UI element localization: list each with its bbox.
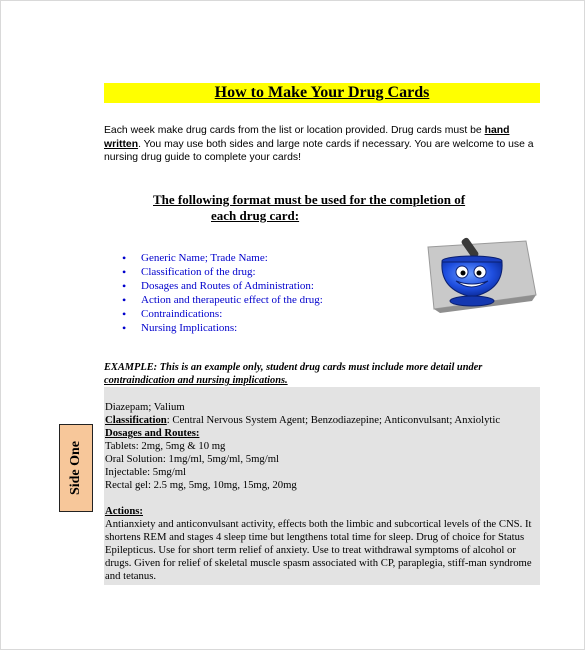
dosage-line: Oral Solution: 1mg/ml, 5mg/ml, 5mg/ml [105,453,279,465]
page-title-text: How to Make Your Drug Cards [214,84,430,101]
list-item: • Generic Name; Trade Name: [122,251,323,265]
actions-text: Antianxiety and anticonvulsant activity, effects both the limbic and subcortical levels of the CNS. It shortens REM and stages 4 sleep time but lengthens total time for sleep. Drug of choice for Status Epilepticus. Use for short term relief of anxiety. Use to treat withdrawal symptoms of alcohol or drugs. Given for relief of skeletal muscle spasm associated with CP, paraplegia, stiff-man syndrome and tetanus. [105,518,532,582]
example-note-line2: contraindication and nursing implications. [104,375,288,386]
actions-label: Actions: [105,505,143,517]
dosage-line: Injectable: 5mg/ml [105,466,187,478]
drug-name: Diazepam; Valium [105,401,185,413]
list-item: • Action and therapeutic effect of the drug: [122,293,323,307]
dosage-line: Rectal gel: 2.5 mg, 5mg, 10mg, 15mg, 20mg [105,479,297,491]
side-one-label: Side One [68,440,83,496]
format-bullet-list [122,251,323,335]
format-heading-line1: The following format must be used for the completion of [153,192,466,207]
classification-row [105,414,541,427]
drug-card-content [105,401,541,583]
intro-paragraph [104,124,544,165]
intro-hand-written: hand written [104,125,510,150]
example-note [104,361,544,387]
format-heading [153,192,503,224]
list-item: • Dosages and Routes of Administration: [122,279,323,293]
dosage-line: Tablets: 2mg, 5mg & 10 mg [105,440,226,452]
example-note-line1: EXAMPLE: This is an example only, student drug cards must include more detail under [104,362,483,373]
page-title [104,83,540,103]
classification-value: : Central Nervous System Agent; Benzodiazepine; Anticonvulsant; Anxiolytic [166,414,501,426]
list-item: • Nursing Implications: [122,321,323,335]
list-item: • Classification of the drug: [122,265,323,279]
classification-label: Classification [105,414,167,426]
dosages-label: Dosages and Routes: [105,427,200,439]
format-heading-line2: each drug card: [211,208,300,223]
list-item: • Contraindications: [122,307,323,321]
intro-text-2: . You may use both sides and large note cards if necessary. You are welcome to use a nursing drug guide to complete your cards! [104,138,534,163]
side-one-tab [59,424,93,512]
intro-text-1: Each week make drug cards from the list or location provided. Drug cards must be [104,125,485,136]
smiling-mortar-pestle-icon [420,235,540,315]
